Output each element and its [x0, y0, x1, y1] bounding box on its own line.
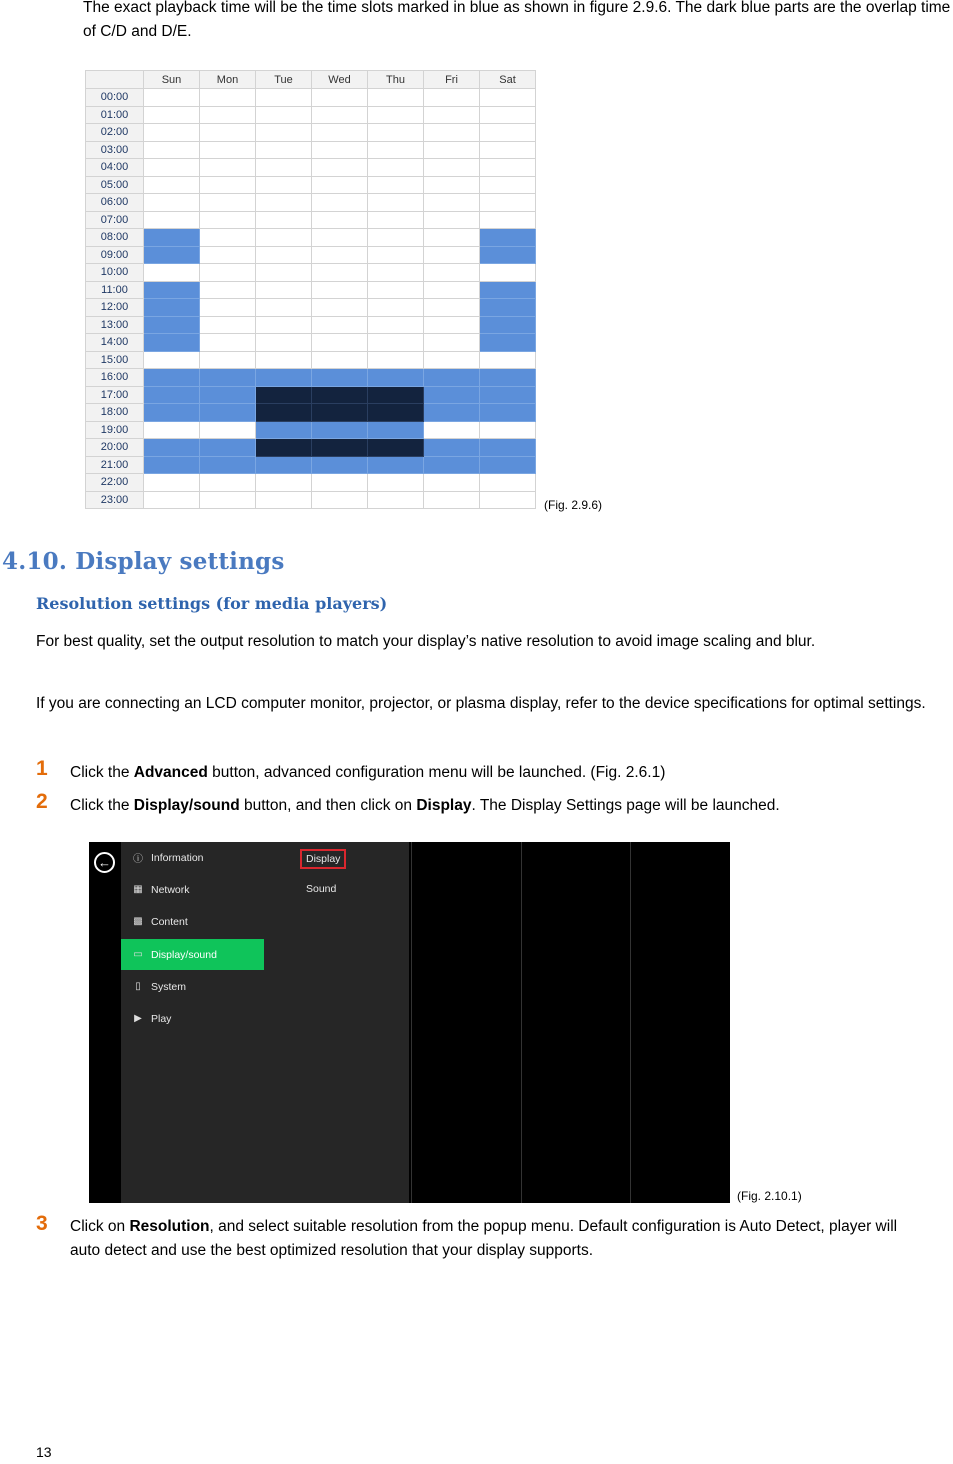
overlap-slot [368, 439, 424, 457]
menu-item-label: Information [151, 851, 204, 864]
playback-slot [480, 246, 536, 264]
playback-slot [200, 386, 256, 404]
time-row [86, 439, 536, 457]
playback-slot [312, 456, 368, 474]
empty-slot [256, 264, 312, 282]
empty-slot [256, 211, 312, 229]
step-text [70, 1215, 930, 1263]
time-label: 19:00 [86, 421, 144, 439]
time-label: 22:00 [86, 474, 144, 492]
time-label: 12:00 [86, 299, 144, 317]
empty-slot [368, 229, 424, 247]
empty-slot [424, 474, 480, 492]
empty-slot [312, 176, 368, 194]
empty-slot [312, 246, 368, 264]
empty-slot [368, 316, 424, 334]
overlap-slot [368, 386, 424, 404]
menu-item-label: Display/sound [151, 948, 217, 961]
empty-slot [480, 264, 536, 282]
empty-slot [368, 159, 424, 177]
playback-slot [256, 369, 312, 387]
playback-slot [312, 421, 368, 439]
playback-slot [424, 404, 480, 422]
empty-slot [424, 106, 480, 124]
empty-slot [256, 106, 312, 124]
step-text-part: Click on [70, 1218, 130, 1235]
empty-slot [424, 246, 480, 264]
empty-slot [256, 159, 312, 177]
time-row [86, 456, 536, 474]
playback-slot [480, 299, 536, 317]
empty-slot [312, 316, 368, 334]
day-header: Sat [480, 71, 536, 89]
step-number: 1 [36, 757, 48, 780]
time-label: 00:00 [86, 89, 144, 107]
empty-slot [256, 316, 312, 334]
time-label: 04:00 [86, 159, 144, 177]
empty-slot [144, 211, 200, 229]
intro-paragraph: The exact playback time will be the time slots marked in blue as shown in figure 2.9.6. The dark blue parts are the overlap time of C/D and D/E. [83, 0, 951, 40]
playback-slot [480, 439, 536, 457]
empty-slot [256, 246, 312, 264]
empty-slot [368, 474, 424, 492]
clapper-icon: ▩ [133, 916, 143, 927]
menu-item-label: Content [151, 915, 188, 928]
empty-slot [256, 229, 312, 247]
time-label: 23:00 [86, 491, 144, 509]
step-text-part: button, advanced configuration menu will be launched. (Fig. 2.6.1) [207, 764, 666, 781]
playback-slot [144, 404, 200, 422]
playback-slot [200, 404, 256, 422]
step-text [70, 761, 940, 785]
figure-caption-2101: (Fig. 2.10.1) [737, 1189, 802, 1203]
subsection-title: Resolution settings (for media players) [36, 594, 388, 613]
playback-slot [144, 439, 200, 457]
empty-slot [144, 351, 200, 369]
panel-divider [521, 842, 522, 1203]
empty-slot [368, 299, 424, 317]
time-row [86, 351, 536, 369]
time-row [86, 229, 536, 247]
time-row [86, 211, 536, 229]
playback-slot [144, 229, 200, 247]
time-row [86, 369, 536, 387]
network-icon: ▦ [133, 884, 143, 895]
time-row [86, 141, 536, 159]
day-header: Thu [368, 71, 424, 89]
empty-slot [368, 281, 424, 299]
time-label: 05:00 [86, 176, 144, 194]
empty-slot [256, 176, 312, 194]
empty-slot [200, 474, 256, 492]
playback-slot [480, 229, 536, 247]
day-header: Sun [144, 71, 200, 89]
time-row [86, 159, 536, 177]
empty-slot [368, 106, 424, 124]
overlap-slot [256, 439, 312, 457]
time-row [86, 334, 536, 352]
time-label: 20:00 [86, 439, 144, 457]
time-label: 07:00 [86, 211, 144, 229]
player-screenshot [89, 842, 730, 1203]
empty-slot [480, 124, 536, 142]
empty-slot [368, 334, 424, 352]
day-header: Wed [312, 71, 368, 89]
empty-slot [256, 141, 312, 159]
panel-divider [630, 842, 631, 1203]
playback-slot [480, 281, 536, 299]
empty-slot [480, 351, 536, 369]
empty-slot [480, 194, 536, 212]
playback-slot [424, 439, 480, 457]
time-row [86, 421, 536, 439]
playback-slot [368, 421, 424, 439]
empty-slot [200, 141, 256, 159]
empty-slot [256, 194, 312, 212]
empty-slot [144, 421, 200, 439]
overlap-slot [312, 386, 368, 404]
time-label: 21:00 [86, 456, 144, 474]
menu-item-system[interactable] [121, 971, 264, 1002]
step-bold: Display [416, 797, 472, 814]
empty-slot [424, 211, 480, 229]
empty-slot [312, 281, 368, 299]
playback-slot [144, 456, 200, 474]
empty-slot [256, 351, 312, 369]
figure-caption-296: (Fig. 2.9.6) [544, 498, 603, 512]
empty-slot [480, 176, 536, 194]
empty-slot [424, 316, 480, 334]
playback-slot [144, 281, 200, 299]
menu-item-label: Play [151, 1012, 172, 1025]
empty-slot [200, 299, 256, 317]
playback-slot [144, 334, 200, 352]
schedule-grid [85, 70, 536, 509]
time-row [86, 491, 536, 509]
submenu-display[interactable]: Display [300, 849, 346, 869]
empty-slot [424, 491, 480, 509]
overlap-slot [312, 404, 368, 422]
playback-slot [480, 369, 536, 387]
empty-slot [312, 159, 368, 177]
empty-slot [256, 474, 312, 492]
playback-slot [480, 456, 536, 474]
playback-slot [144, 246, 200, 264]
empty-slot [312, 351, 368, 369]
empty-slot [200, 229, 256, 247]
empty-slot [368, 246, 424, 264]
empty-slot [368, 351, 424, 369]
step-bold: Resolution [129, 1218, 210, 1235]
empty-slot [424, 334, 480, 352]
playback-slot [256, 421, 312, 439]
empty-slot [368, 211, 424, 229]
playback-slot [144, 369, 200, 387]
empty-slot [312, 299, 368, 317]
back-arrow-icon[interactable]: ← [94, 852, 115, 873]
step-bold: Display/sound [133, 797, 240, 814]
empty-slot [312, 194, 368, 212]
playback-slot [424, 369, 480, 387]
time-label: 17:00 [86, 386, 144, 404]
time-label: 03:00 [86, 141, 144, 159]
time-row [86, 299, 536, 317]
time-label: 14:00 [86, 334, 144, 352]
empty-slot [424, 421, 480, 439]
empty-slot [200, 211, 256, 229]
playback-slot [144, 316, 200, 334]
play-icon: ▶ [134, 1013, 142, 1024]
time-label: 01:00 [86, 106, 144, 124]
empty-slot [256, 124, 312, 142]
playback-slot [312, 369, 368, 387]
submenu-sound[interactable]: Sound [306, 883, 337, 895]
empty-slot [144, 159, 200, 177]
system-icon: ▯ [135, 981, 141, 992]
playback-slot [368, 369, 424, 387]
empty-slot [480, 491, 536, 509]
playback-slot [144, 386, 200, 404]
empty-slot [200, 194, 256, 212]
empty-slot [312, 106, 368, 124]
time-row [86, 124, 536, 142]
empty-slot [312, 89, 368, 107]
empty-slot [312, 229, 368, 247]
empty-slot [368, 176, 424, 194]
empty-slot [480, 159, 536, 177]
time-label: 08:00 [86, 229, 144, 247]
paragraph-lcd-monitor: If you are connecting an LCD computer monitor, projector, or plasma display, refer to the device specifications for optimal settings. [36, 695, 926, 712]
empty-slot [424, 299, 480, 317]
empty-slot [480, 89, 536, 107]
grid-corner [86, 71, 144, 89]
time-label: 06:00 [86, 194, 144, 212]
playback-slot [480, 316, 536, 334]
info-icon: ⓘ [133, 854, 143, 865]
empty-slot [312, 141, 368, 159]
empty-slot [424, 159, 480, 177]
overlap-slot [368, 404, 424, 422]
empty-slot [312, 491, 368, 509]
empty-slot [200, 421, 256, 439]
playback-slot [480, 386, 536, 404]
empty-slot [144, 194, 200, 212]
empty-slot [424, 176, 480, 194]
menu-item-label: Network [151, 883, 190, 896]
empty-slot [368, 124, 424, 142]
empty-slot [144, 141, 200, 159]
empty-slot [480, 474, 536, 492]
empty-slot [480, 106, 536, 124]
playback-slot [424, 386, 480, 404]
step-text-part: Click the [70, 764, 134, 781]
time-label: 13:00 [86, 316, 144, 334]
menu-item-display-sound[interactable] [121, 939, 264, 970]
overlap-slot [256, 386, 312, 404]
step-text-part: . The Display Settings page will be launched. [471, 797, 780, 814]
empty-slot [256, 281, 312, 299]
time-row [86, 264, 536, 282]
empty-slot [368, 89, 424, 107]
playback-slot [368, 456, 424, 474]
empty-slot [144, 89, 200, 107]
playback-slot [480, 404, 536, 422]
empty-slot [200, 334, 256, 352]
empty-slot [200, 491, 256, 509]
step-number: 3 [36, 1212, 48, 1235]
player-menu [121, 842, 409, 1203]
empty-slot [424, 141, 480, 159]
empty-slot [200, 316, 256, 334]
menu-item-information[interactable] [121, 842, 264, 873]
day-header: Fri [424, 71, 480, 89]
empty-slot [200, 89, 256, 107]
step-number: 2 [36, 790, 48, 813]
empty-slot [200, 124, 256, 142]
time-row [86, 386, 536, 404]
empty-slot [480, 211, 536, 229]
menu-item-content[interactable] [121, 906, 264, 937]
page-number: 13 [36, 1444, 52, 1460]
empty-slot [424, 229, 480, 247]
empty-slot [256, 334, 312, 352]
empty-slot [256, 299, 312, 317]
empty-slot [312, 124, 368, 142]
empty-slot [144, 264, 200, 282]
overlap-slot [256, 404, 312, 422]
time-row [86, 89, 536, 107]
empty-slot [312, 211, 368, 229]
playback-slot [200, 439, 256, 457]
time-row [86, 404, 536, 422]
time-label: 16:00 [86, 369, 144, 387]
step-text-part: button, and then click on [239, 797, 417, 814]
playback-slot [256, 456, 312, 474]
time-label: 09:00 [86, 246, 144, 264]
empty-slot [480, 421, 536, 439]
empty-slot [424, 281, 480, 299]
paragraph-best-quality: For best quality, set the output resolution to match your display’s native resolution to avoid image scaling and blur. [36, 633, 816, 650]
playback-slot [200, 456, 256, 474]
playback-slot [424, 456, 480, 474]
time-row [86, 281, 536, 299]
empty-slot [256, 491, 312, 509]
empty-slot [144, 474, 200, 492]
time-row [86, 176, 536, 194]
empty-slot [424, 264, 480, 282]
day-header: Tue [256, 71, 312, 89]
empty-slot [144, 491, 200, 509]
player-rail [89, 842, 121, 1203]
section-title: 4.10. Display settings [2, 548, 285, 575]
menu-item-label: System [151, 980, 187, 993]
empty-slot [200, 281, 256, 299]
empty-slot [424, 124, 480, 142]
menu-item-play[interactable] [121, 1003, 264, 1034]
empty-slot [368, 141, 424, 159]
time-row [86, 316, 536, 334]
empty-slot [424, 89, 480, 107]
empty-slot [256, 89, 312, 107]
empty-slot [200, 264, 256, 282]
empty-slot [144, 176, 200, 194]
time-label: 18:00 [86, 404, 144, 422]
menu-item-network[interactable] [121, 874, 264, 905]
time-row [86, 246, 536, 264]
time-label: 15:00 [86, 351, 144, 369]
panel-divider [411, 842, 412, 1203]
empty-slot [312, 474, 368, 492]
empty-slot [144, 124, 200, 142]
empty-slot [200, 106, 256, 124]
empty-slot [312, 334, 368, 352]
time-label: 10:00 [86, 264, 144, 282]
empty-slot [312, 264, 368, 282]
time-row [86, 106, 536, 124]
time-label: 02:00 [86, 124, 144, 142]
step-text-part: , and select suitable resolution from the popup menu. Default configuration is Auto Detect, player will auto detect and use the best optimized resolution that your display supports. [70, 1218, 898, 1259]
time-row [86, 474, 536, 492]
day-header: Mon [200, 71, 256, 89]
playback-slot [200, 369, 256, 387]
step-text-part: Click the [70, 797, 134, 814]
playback-slot [480, 334, 536, 352]
empty-slot [424, 351, 480, 369]
overlap-slot [312, 439, 368, 457]
time-label: 11:00 [86, 281, 144, 299]
step-text [70, 794, 940, 818]
empty-slot [200, 159, 256, 177]
empty-slot [368, 264, 424, 282]
step-bold: Advanced [133, 764, 208, 781]
empty-slot [368, 194, 424, 212]
empty-slot [480, 141, 536, 159]
empty-slot [368, 491, 424, 509]
empty-slot [424, 194, 480, 212]
playback-slot [144, 299, 200, 317]
empty-slot [144, 106, 200, 124]
time-row [86, 194, 536, 212]
empty-slot [200, 351, 256, 369]
empty-slot [200, 246, 256, 264]
monitor-icon: ▭ [133, 949, 143, 960]
empty-slot [200, 176, 256, 194]
